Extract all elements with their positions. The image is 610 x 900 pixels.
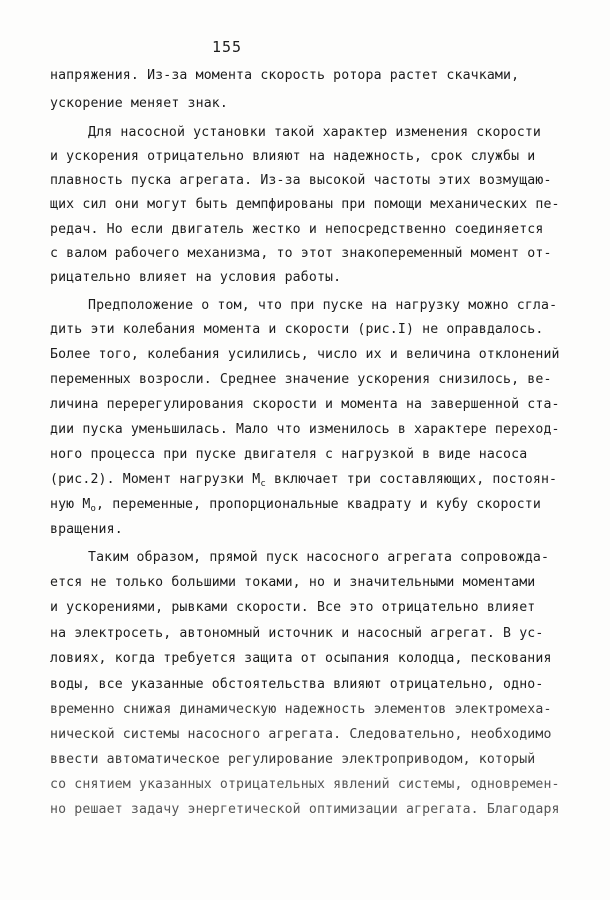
text-line: дии пуска уменьшилась. Мало что изменилось в характере переход-: [50, 422, 560, 437]
text-line: Предположение о том, что при пуске на нагрузку можно сгла-: [88, 298, 558, 313]
text-line: щих сил они могут быть демпфированы при помощи механических пе-: [50, 197, 560, 212]
load-moment-subscript: c: [260, 479, 266, 489]
text-line: рицательно влияет на условия работы.: [50, 270, 342, 285]
text-line: нической системы насосного агрегата. Следовательно, необходимо: [50, 727, 552, 742]
text-line: плавность пуска агрегата. Из-за высокой частоты этих возмущаю-: [50, 173, 552, 188]
text-line: ется не только большими токами, но и значительными моментами: [50, 575, 536, 590]
text-segment: включает три составляющих, постоян-: [265, 472, 558, 487]
text-line: временно снижая динамическую надежность элементов электромеха-: [50, 702, 552, 717]
text-line: ловиях, когда требуется защита от осыпания колодца, пескования: [50, 651, 552, 666]
text-line: ного процесса при пуске двигателя с нагрузкой в виде насоса: [50, 447, 528, 462]
text-line: Для насосной установки такой характер изменения скорости: [88, 125, 542, 140]
text-line: вращения.: [50, 522, 123, 537]
text-line: и ускорения отрицательно влияют на надежность, срок службы и: [50, 149, 536, 164]
page-number: 155: [212, 38, 243, 56]
text-line: Таким образом, прямой пуск насосного агрегата сопровожда-: [88, 550, 550, 565]
text-line: но решает задачу энергетической оптимизации агрегата. Благодаря: [50, 802, 560, 817]
text-line: редач. Но если двигатель жестко и непосредственно соединяется: [50, 222, 544, 237]
text-line: с валом рабочего механизма, то этот знакопеременный момент от-: [50, 246, 552, 261]
text-segment: (рис.2). Момент нагрузки M: [50, 472, 261, 487]
text-line: и ускорениями, рывками скорости. Все это отрицательно влияет: [50, 600, 536, 615]
static-moment-subscript: o: [90, 504, 97, 514]
text-line: [50, 497, 541, 517]
text-line: переменных возросли. Среднее значение ускорения снизилось, ве-: [50, 372, 552, 387]
text-line: ввести автоматическое регулирование электроприводом, который: [50, 752, 536, 767]
text-segment: ную M: [50, 497, 91, 512]
text-line: [50, 472, 557, 492]
text-line: Более того, колебания усилились, число их и величина отклонений: [50, 347, 560, 362]
text-line: личина перерегулирования скорости и момента на завершенной ста-: [50, 397, 560, 412]
text-line: ускорение меняет знак.: [50, 96, 228, 111]
text-line: дить эти колебания момента и скорости (рис.I) не оправдалось.: [50, 322, 544, 337]
text-line: напряжения. Из-за момента скорость ротора растет скачками,: [50, 68, 520, 83]
text-segment: , переменные, пропорциональные квадрату и кубу скорости: [96, 497, 541, 512]
text-line: воды, все указанные обстоятельства влияют отрицательно, одно-: [50, 677, 544, 692]
text-line: со снятием указанных отрицательных явлений системы, одновремен-: [50, 777, 560, 792]
text-line: на электросеть, автономный источник и насосный агрегат. В ус-: [50, 626, 544, 641]
